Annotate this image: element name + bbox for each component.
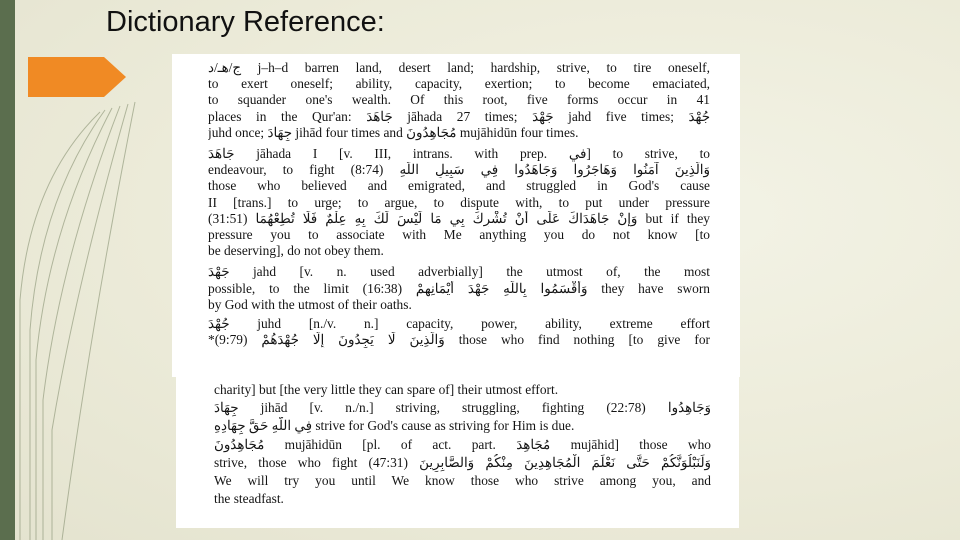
entry-line: the steadfast.	[214, 491, 284, 507]
entry-line: those who believed and emigrated, and struggled in God's cause	[208, 178, 710, 194]
entry-line: by God with the utmost of their oaths.	[208, 296, 412, 312]
entry-line: ج/هـ/د j–h–d barren land, desert land; hardship, strive, to tire oneself,	[208, 60, 710, 75]
entry-line: فِي اللَّهِ حَقَّ جِهَادِهِ strive for God's cause as striving for Him is due.	[214, 418, 575, 434]
dictionary-entry-top	[172, 54, 740, 377]
slide-title: Dictionary Reference:	[106, 6, 385, 38]
entry-line: (31:51) وَإِنْ جَاهَدَاكَ عَلَى أَنْ تُشْرِكَ بِي مَا لَيْسَ لَكَ بِهِ عِلْمٌ فَلَا تُطِعْهُمَا but if they	[208, 210, 710, 226]
entry-line: to squander one's wealth. Of this root, five forms occur in 41	[208, 92, 710, 108]
entry-line: endeavour, to fight (8:74) وَالَّذِينَ آمَنُوا وَهَاجَرُوا وَجَاهَدُوا فِي سَبِيلِ اللَّهِ	[208, 162, 710, 178]
entry-line: مُجَاهِدُونَ mujāhidūn [pl. of act. part. مُجَاهِدَ mujāhid] those who	[214, 436, 711, 452]
entry-line: جِهَادَ jihād [v. n./n.] striving, struggling, fighting (22:78) وَجَاهِدُوا	[214, 400, 711, 416]
entry-line: places in the Qur'an: جَاهَدَ jāhada 27 times; جَهْدَ jahd five times; جُهْدَ	[208, 108, 710, 124]
entry-line: strive, those who fight (47:31) وَلَنَبْلُوَنَّكُمْ حَتَّى نَعْلَمَ الْمُجَاهِدِينَ مِنْكُمْ وَالصَّابِرِينَ	[214, 454, 711, 470]
entry-line: جَاهَدَ jāhada I [v. III, intrans. with prep. في] to strive, to	[208, 146, 710, 162]
orange-arrow-shape	[28, 57, 126, 97]
left-accent-band	[0, 0, 15, 540]
dictionary-entry-bottom	[176, 376, 739, 528]
entry-line: جَهْدَ jahd [v. n. used adverbially] the utmost of, the most	[208, 264, 710, 280]
entry-line: be deserving], do not obey them.	[208, 243, 384, 259]
entry-line: II [trans.] to urge; to argue, to dispute with, to put under pressure	[208, 194, 710, 210]
entry-line: charity] but [the very little they can spare of] their utmost effort.	[214, 382, 559, 397]
entry-line: pressure you to associate with Me anything you do not know [to	[208, 227, 710, 243]
entry-line: to exert oneself; ability, capacity, exertion; to become emaciated,	[208, 76, 710, 92]
entry-line: *(9:79) وَالَّذِينَ لَا يَجِدُونَ إِلَّا جُهْدَهُمْ those who find nothing [to give for	[208, 332, 710, 348]
entry-line: possible, to the limit (16:38) وَأَقْسَمُوا بِاللَّهِ جَهْدَ أَيْمَانِهِمْ they have sworn	[208, 280, 710, 296]
entry-line: جُهْدَ juhd [n./v. n.] capacity, power, ability, extreme effort	[208, 316, 710, 332]
entry-line: juhd once; جِهَادَ jihād four times and مُجَاهِدُونَ mujāhidūn four times.	[208, 124, 579, 140]
entry-line: We will try you until We know those who strive among you, and	[214, 473, 711, 489]
